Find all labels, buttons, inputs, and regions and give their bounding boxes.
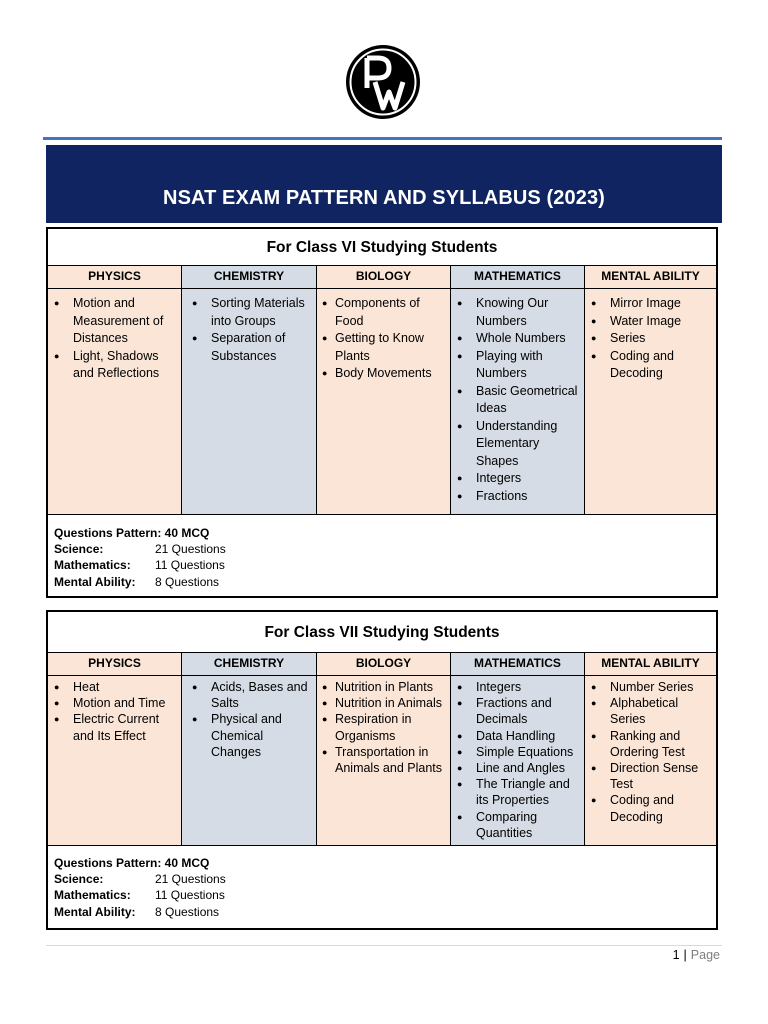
column-header: PHYSICS bbox=[48, 653, 181, 676]
pattern-label: Science: bbox=[54, 542, 104, 557]
topic-item: ● Light, Shadows and Reflections bbox=[54, 348, 175, 383]
topic-list bbox=[48, 676, 181, 744]
topic-list bbox=[48, 289, 181, 383]
pattern-label: Mathematics: bbox=[54, 888, 131, 903]
topic-list bbox=[182, 676, 316, 760]
pattern-value: 11 Questions bbox=[155, 558, 225, 573]
column-header: BIOLOGY bbox=[317, 653, 450, 676]
biology-column bbox=[317, 653, 451, 845]
topic-item: ● Integers bbox=[457, 470, 578, 488]
footer-separator: | bbox=[683, 948, 687, 962]
pattern-row bbox=[54, 541, 710, 557]
column-header: MENTAL ABILITY bbox=[585, 653, 716, 676]
pattern-value: 21 Questions bbox=[155, 872, 226, 887]
pattern-row bbox=[54, 871, 710, 887]
biology-column bbox=[317, 266, 451, 514]
topic-item: ● Number Series bbox=[591, 679, 710, 695]
topic-item: ● Sorting Materials into Groups bbox=[192, 295, 310, 330]
topic-item: ● Nutrition in Plants bbox=[322, 679, 444, 695]
pw-logo bbox=[345, 44, 421, 120]
pattern-heading: Questions Pattern: 40 MCQ bbox=[54, 526, 210, 540]
column-header: MATHEMATICS bbox=[451, 266, 584, 289]
topic-item: ● Coding and Decoding bbox=[591, 348, 710, 383]
column-header: CHEMISTRY bbox=[182, 266, 316, 289]
column-header: CHEMISTRY bbox=[182, 653, 316, 676]
topic-item: ● Data Handling bbox=[457, 728, 578, 744]
mental-ability-column bbox=[585, 266, 716, 514]
topic-item: ● Knowing Our Numbers bbox=[457, 295, 578, 330]
topic-item: ● The Triangle and its Properties bbox=[457, 776, 578, 808]
topic-item: ● Mirror Image bbox=[591, 295, 710, 313]
topic-item: ● Motion and Measurement of Distances bbox=[54, 295, 175, 348]
topic-item: ● Basic Geometrical Ideas bbox=[457, 383, 578, 418]
physics-column bbox=[48, 266, 182, 514]
topic-item: ● Separation of Substances bbox=[192, 330, 310, 365]
pattern-row bbox=[54, 904, 710, 920]
pattern-label: Mathematics: bbox=[54, 558, 131, 573]
topic-item: ● Physical and Chemical Changes bbox=[192, 711, 310, 760]
subjects-grid bbox=[48, 266, 716, 515]
footer-rule bbox=[46, 945, 722, 946]
topic-list bbox=[182, 289, 316, 365]
pattern-value: 11 Questions bbox=[155, 888, 225, 903]
topic-item: ● Integers bbox=[457, 679, 578, 695]
topic-item: ● Acids, Bases and Salts bbox=[192, 679, 310, 711]
topic-item: ● Getting to Know Plants bbox=[322, 330, 444, 365]
topic-item: ● Line and Angles bbox=[457, 760, 578, 776]
pattern-value: 21 Questions bbox=[155, 542, 226, 557]
question-pattern bbox=[48, 515, 716, 590]
column-header: MATHEMATICS bbox=[451, 653, 584, 676]
topic-list bbox=[317, 676, 450, 776]
topic-item: ● Electric Current and Its Effect bbox=[54, 711, 175, 743]
topic-item: ● Alphabetical Series bbox=[591, 695, 710, 727]
page-footer bbox=[673, 948, 720, 962]
pattern-label: Mental Ability: bbox=[54, 574, 136, 589]
topic-item: ● Coding and Decoding bbox=[591, 792, 710, 824]
topic-item: ● Motion and Time bbox=[54, 695, 175, 711]
pattern-row bbox=[54, 574, 710, 590]
pattern-row bbox=[54, 557, 710, 573]
topic-item: ● Direction Sense Test bbox=[591, 760, 710, 792]
section-heading: For Class VII Studying Students bbox=[48, 612, 716, 653]
topic-item: ● Whole Numbers bbox=[457, 330, 578, 348]
topic-list bbox=[317, 289, 450, 383]
topic-list bbox=[451, 289, 584, 505]
pattern-heading: Questions Pattern: 40 MCQ bbox=[54, 856, 210, 870]
section-heading: For Class VI Studying Students bbox=[48, 229, 716, 266]
topic-item: ● Fractions bbox=[457, 488, 578, 506]
topic-item: ● Nutrition in Animals bbox=[322, 695, 444, 711]
column-header: PHYSICS bbox=[48, 266, 181, 289]
pattern-label: Science: bbox=[54, 872, 104, 887]
physics-column bbox=[48, 653, 182, 845]
pattern-value: 8 Questions bbox=[155, 904, 220, 919]
chemistry-column bbox=[182, 653, 317, 845]
topic-item: ● Respiration in Organisms bbox=[322, 711, 444, 743]
topic-item: ● Simple Equations bbox=[457, 744, 578, 760]
mathematics-column bbox=[451, 266, 585, 514]
question-pattern bbox=[48, 846, 716, 920]
topic-item: ● Playing with Numbers bbox=[457, 348, 578, 383]
pattern-label: Mental Ability: bbox=[54, 904, 136, 919]
topic-item: ● Series bbox=[591, 330, 710, 348]
page-title: NSAT EXAM PATTERN AND SYLLABUS (2023) bbox=[163, 187, 605, 209]
column-header: BIOLOGY bbox=[317, 266, 450, 289]
pattern-row bbox=[54, 887, 710, 903]
class-vii-section bbox=[46, 610, 718, 930]
topic-item: ● Water Image bbox=[591, 313, 710, 331]
column-header: MENTAL ABILITY bbox=[585, 266, 716, 289]
topic-item: ● Components of Food bbox=[322, 295, 444, 330]
title-banner bbox=[46, 145, 722, 223]
page-number: 1 bbox=[672, 948, 680, 962]
page-label: Page bbox=[690, 948, 720, 962]
topic-item: ● Heat bbox=[54, 679, 175, 695]
topic-item: ● Comparing Quantities bbox=[457, 809, 578, 841]
topic-list bbox=[585, 676, 716, 825]
topic-item: ● Transportation in Animals and Plants bbox=[322, 744, 444, 776]
topic-list bbox=[585, 289, 716, 383]
topic-item: ● Ranking and Ordering Test bbox=[591, 728, 710, 760]
chemistry-column bbox=[182, 266, 317, 514]
topic-item: ● Body Movements bbox=[322, 365, 444, 383]
pattern-value: 8 Questions bbox=[155, 574, 220, 589]
subjects-grid bbox=[48, 653, 716, 846]
header-rule bbox=[43, 137, 722, 140]
topic-item: ● Understanding Elementary Shapes bbox=[457, 418, 578, 471]
topic-item: ● Fractions and Decimals bbox=[457, 695, 578, 727]
mathematics-column bbox=[451, 653, 585, 845]
class-vi-section bbox=[46, 227, 718, 598]
mental-ability-column bbox=[585, 653, 716, 845]
topic-list bbox=[451, 676, 584, 841]
